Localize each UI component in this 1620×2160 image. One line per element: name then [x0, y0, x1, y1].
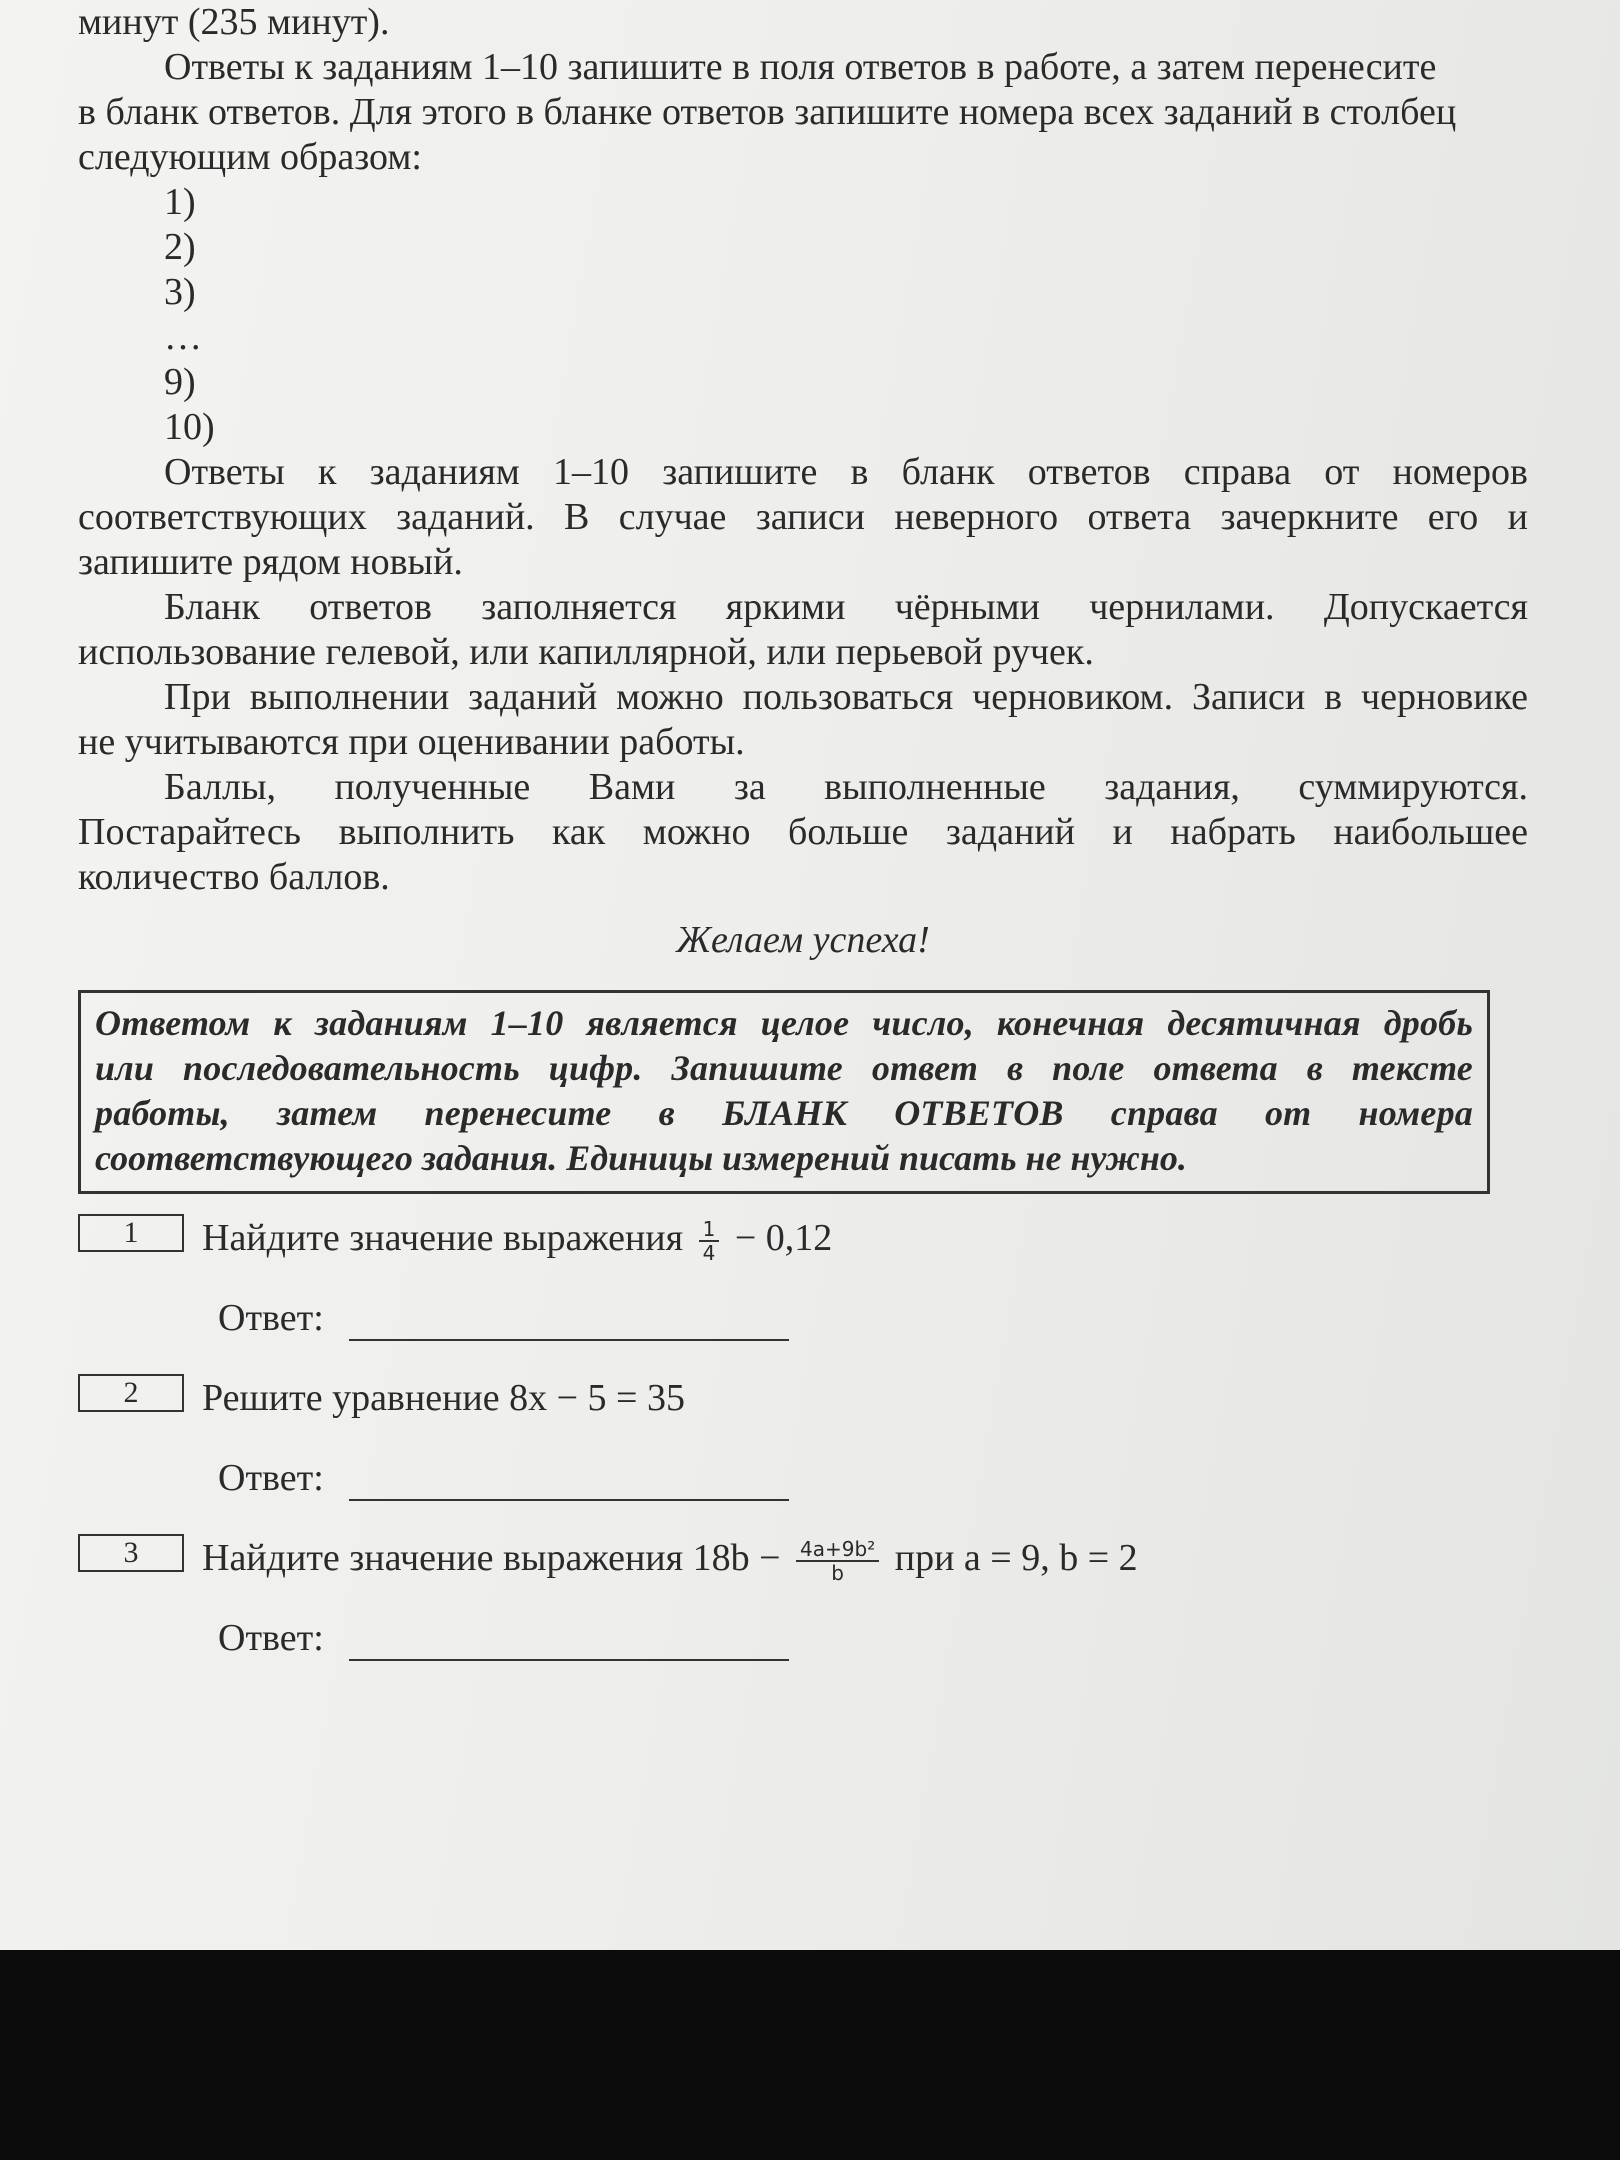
fraction-denominator: 4	[702, 1241, 716, 1266]
page-content	[78, 0, 1528, 1694]
task-number-box: 1	[78, 1214, 184, 1252]
task-number-box: 2	[78, 1374, 184, 1412]
notice-line: или последовательность цифр. Запишите ответ в поле ответа в тексте	[95, 1048, 1473, 1088]
fraction-numerator: 4a+9b²	[796, 1538, 879, 1562]
task-1	[78, 1214, 1528, 1374]
notice-line: соответствующего задания. Единицы измерений писать не нужно.	[95, 1138, 1187, 1178]
task-text-after: − 0,12	[734, 1217, 833, 1259]
text-line: Ответы к заданиям 1–10 запишите в поля ответов в работе, а затем перенесите	[164, 46, 1437, 88]
answer-label: Ответ:	[218, 1457, 324, 1499]
answer-format-notice	[78, 990, 1490, 1194]
task-text-after: при a = 9, b = 2	[894, 1537, 1138, 1579]
list-item: 10)	[164, 406, 215, 448]
answer-row	[218, 1296, 789, 1341]
text-line: запишите рядом новый.	[78, 541, 463, 583]
answer-label: Ответ:	[218, 1617, 324, 1659]
list-item: 9)	[164, 361, 196, 403]
answer-row	[218, 1456, 789, 1501]
task-statement	[202, 1216, 832, 1264]
list-item: …	[164, 316, 202, 358]
intro-line-0: минут (235 минут).	[78, 1, 390, 43]
task-3	[78, 1534, 1528, 1694]
instructions-paragraph-2	[78, 450, 1528, 585]
text-line: следующим образом:	[78, 136, 422, 178]
fraction-numerator: 1	[699, 1218, 720, 1242]
instructions-paragraph-4	[78, 675, 1528, 765]
fraction	[796, 1538, 879, 1584]
task-text: Найдите значение выражения	[202, 1217, 684, 1259]
text-line: Ответы к заданиям 1–10 запишите в бланк ответов справа от номеров	[164, 451, 1528, 493]
text-line: Баллы, полученные Вами за выполненные задания, суммируются.	[164, 766, 1528, 808]
text-line: использование гелевой, или капиллярной, или перьевой ручек.	[78, 631, 1094, 673]
task-statement	[202, 1376, 685, 1421]
task-number-box: 3	[78, 1534, 184, 1572]
text-line: соответствующих заданий. В случае записи неверного ответа зачеркните его и	[78, 496, 1528, 538]
text-line: Постарайтесь выполнить как можно больше заданий и набрать наибольшее	[78, 811, 1528, 853]
good-luck-wish: Желаем успеха!	[676, 919, 930, 961]
text-line: не учитываются при оценивании работы.	[78, 721, 745, 763]
instructions-paragraph-3	[78, 585, 1528, 675]
answer-row	[218, 1616, 789, 1661]
list-item: 1)	[164, 181, 196, 223]
instructions-paragraph-1	[78, 45, 1528, 180]
task-text: Найдите значение выражения 18b −	[202, 1537, 781, 1579]
task-2	[78, 1374, 1528, 1534]
text-line: в бланк ответов. Для этого в бланке ответов запишите номера всех заданий в столбец	[78, 91, 1457, 133]
text-line: Бланк ответов заполняется яркими чёрными чернилами. Допускается	[164, 586, 1528, 628]
answer-numbering-list	[78, 180, 1528, 450]
answer-label: Ответ:	[218, 1297, 324, 1339]
answer-field[interactable]	[349, 1623, 789, 1661]
instructions-paragraph-5	[78, 765, 1528, 900]
text-line: При выполнении заданий можно пользоваться черновиком. Записи в черновике	[164, 676, 1528, 718]
list-item: 2)	[164, 226, 196, 268]
notice-line: работы, затем перенесите в БЛАНК ОТВЕТОВ справа от номера	[95, 1093, 1473, 1133]
list-item: 3)	[164, 271, 196, 313]
fraction	[699, 1218, 720, 1264]
answer-field[interactable]	[349, 1463, 789, 1501]
text-line: количество баллов.	[78, 856, 390, 898]
notice-line: Ответом к заданиям 1–10 является целое число, конечная десятичная дробь	[95, 1003, 1473, 1043]
answer-field[interactable]	[349, 1303, 789, 1341]
task-statement	[202, 1536, 1138, 1584]
fraction-denominator: b	[831, 1561, 844, 1586]
task-text: Решите уравнение 8x − 5 = 35	[202, 1377, 685, 1419]
